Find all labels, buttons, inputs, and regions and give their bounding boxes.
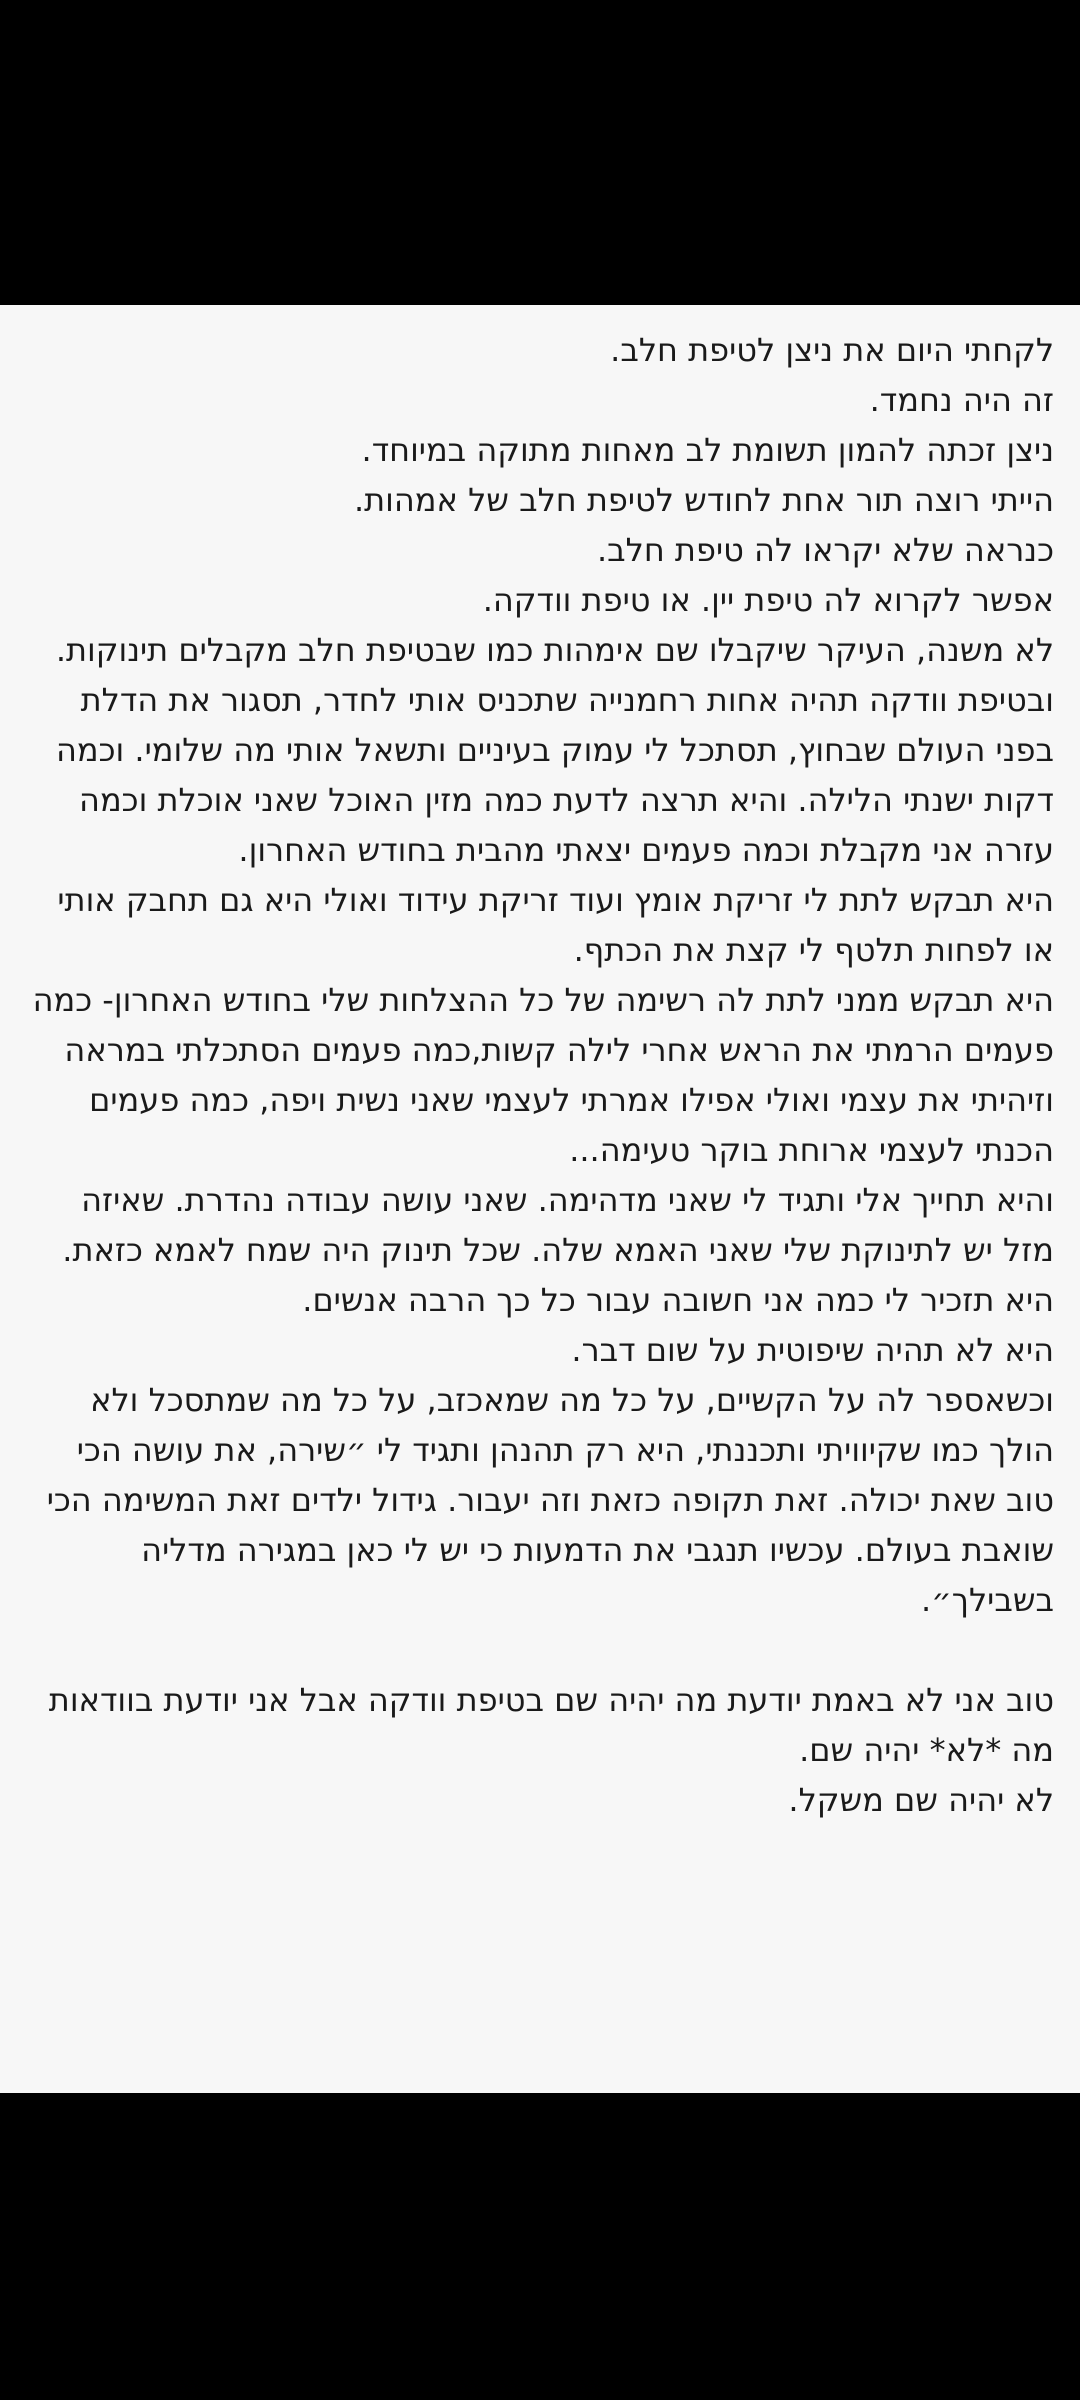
- paragraph: אפשר לקרוא לה טיפת יין. או טיפת וודקה.: [482, 581, 1054, 619]
- paragraph: זה היה נחמד.: [869, 381, 1054, 419]
- paragraph: ניצן זכתה להמון תשומת לב מאחות מתוקה במיוחד.: [361, 431, 1054, 469]
- bottom-black-bar: [0, 2093, 1080, 2400]
- paragraph: כנראה שלא יקראו לה טיפת חלב.: [596, 531, 1054, 569]
- paragraph: ובטיפת וודקה תהיה אחות רחמנייה שתכניס אותי לחדר, תסגור את הדלת בפני העולם שבחוץ, תסתכל לי עמוק בעיניים ותשאל אותי מה שלומי. וכמה דקות ישנתי הלילה. והיא תרצה לדעת כמה מזין האוכל שאני אוכלת וכמה עזרה אני מקבלת וכמה פעמים יצאתי מהבית בחודש האחרון.: [55, 681, 1054, 869]
- paragraph: היא תזכיר לי כמה אני חשובה עבור כל כך הרבה אנשים.: [302, 1281, 1054, 1319]
- post-text: [26, 325, 1054, 1825]
- paragraph: היא תבקש ממני לתת לה רשימה של כל ההצלחות שלי בחודש האחרון- כמה פעמים הרמתי את הראש אחרי לילה קשות,כמה פעמים הסתכלתי במראה וזיהיתי את עצמי ואולי אפילו אמרתי לעצמי שאני נשית ויפה, כמה פעמים הכנתי לעצמי ארוחת בוקר טעימה...: [32, 981, 1054, 1169]
- paragraph: לא יהיה שם משקל.: [788, 1781, 1054, 1819]
- paragraph-spacer: [26, 1625, 1054, 1675]
- paragraph: והיא תחייך אלי ותגיד לי שאני מדהימה. שאני עושה עבודה נהדרת. שאיזה מזל יש לתינוקת שלי שאני האמא שלה. שכל תינוק היה שמח לאמא כזאת.: [62, 1181, 1054, 1269]
- paragraph: טוב אני לא באמת יודעת מה יהיה שם בטיפת וודקה אבל אני יודעת בוודאות מה *לא* יהיה שם.: [48, 1681, 1054, 1769]
- top-black-bar: [0, 0, 1080, 305]
- paragraph: היא לא תהיה שיפוטית על שום דבר.: [571, 1331, 1054, 1369]
- paragraph: וכשאספר לה על הקשיים, על כל מה שמאכזב, על כל מה שמתסכל ולא הולך כמו שקיוויתי ותכננתי, היא רק תהנהן ותגיד לי ״שירה, את עושה הכי טוב שאת יכולה. זאת תקופה כזאת וזה יעבור. גידול ילדים זאת המשימה הכי שואבת בעולם. עכשיו תנגבי את הדמעות כי יש לי כאן במגירה מדליה בשבילך״.: [46, 1381, 1054, 1619]
- document-page: [0, 305, 1080, 2093]
- paragraph: הייתי רוצה תור אחת לחודש לטיפת חלב של אמהות.: [353, 481, 1054, 519]
- paragraph: לקחתי היום את ניצן לטיפת חלב.: [610, 331, 1054, 369]
- paragraph: לא משנה, העיקר שיקבלו שם אימהות כמו שבטיפת חלב מקבלים תינוקות.: [55, 631, 1054, 669]
- paragraph: היא תבקש לתת לי זריקת אומץ ועוד זריקת עידוד ואולי היא גם תחבק אותי או לפחות תלטף לי קצת את הכתף.: [57, 881, 1054, 969]
